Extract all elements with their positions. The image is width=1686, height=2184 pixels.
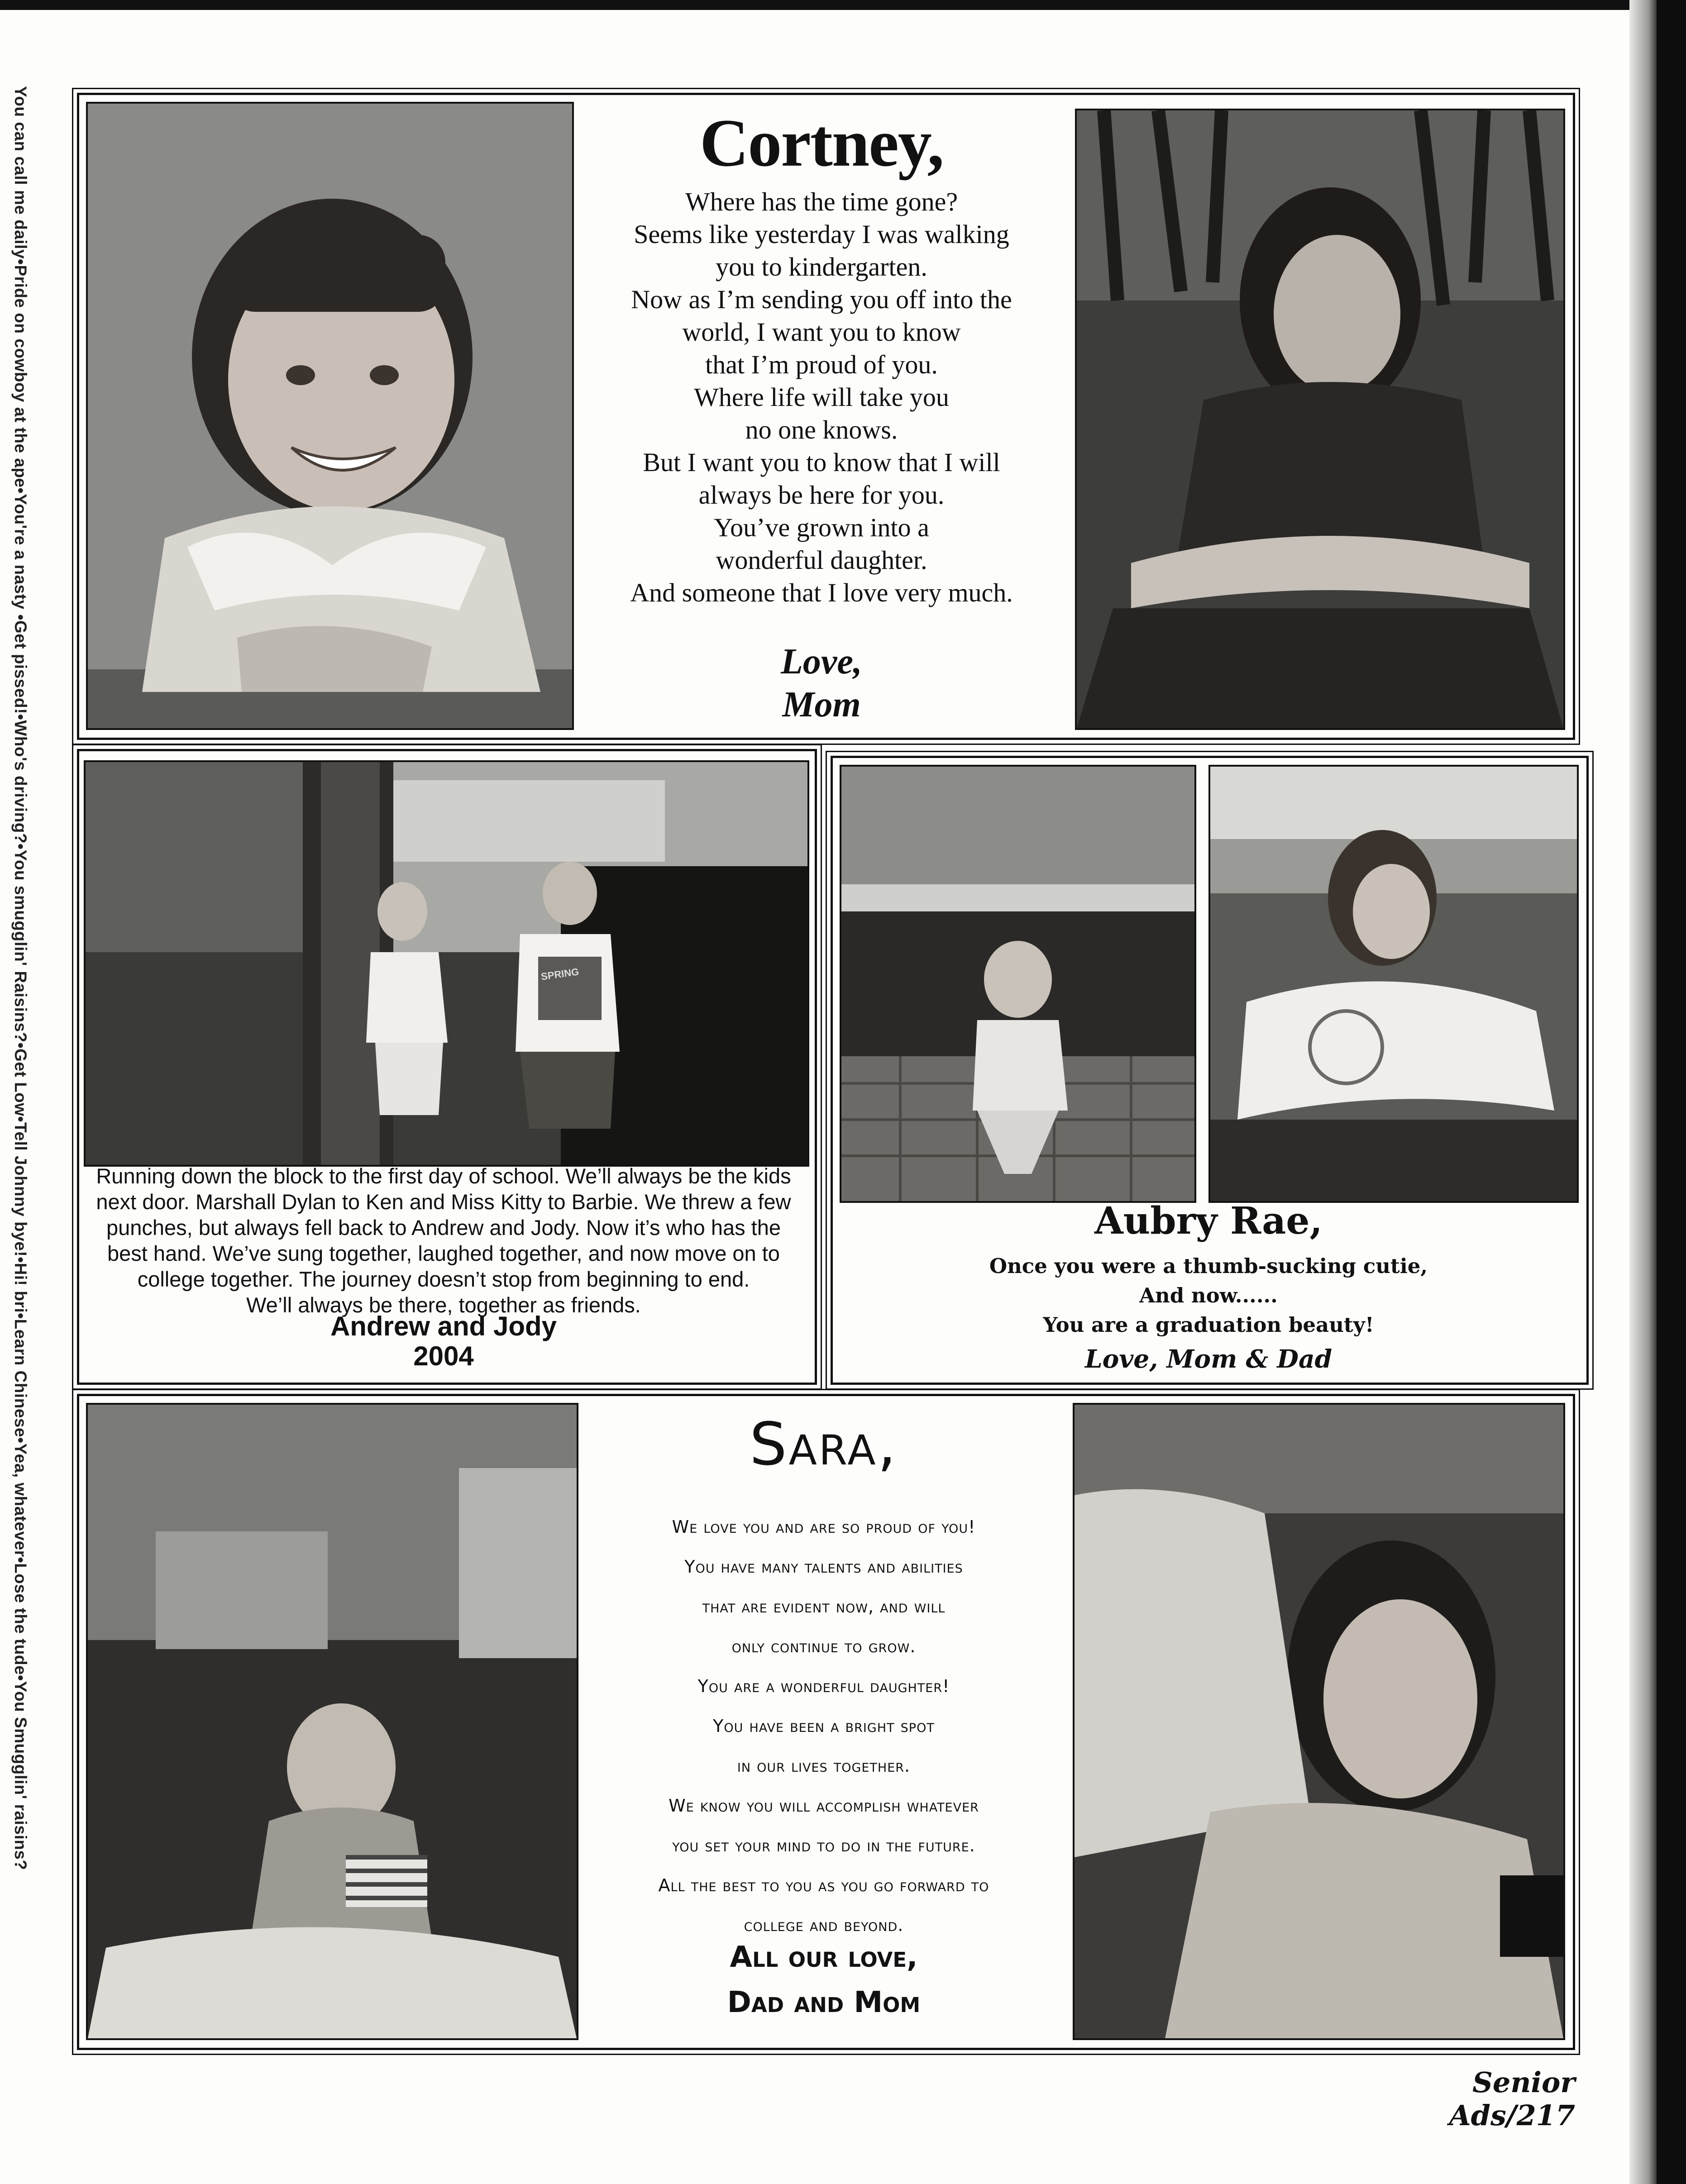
- message-line: Once you were a thumb-sucking cutie,: [989, 1254, 1428, 1278]
- signature-from: Dad and Mom: [727, 1986, 921, 2019]
- sara-poem: [561, 1507, 1086, 1945]
- poem-line: college and beyond.: [744, 1915, 904, 1935]
- poem-line: always be here for you.: [698, 480, 945, 510]
- page-folio: Senior Ads/217: [1449, 2066, 1575, 2132]
- signature-year: 2004: [413, 1341, 474, 1371]
- cortney-toddler-photo: [86, 102, 574, 730]
- signature-love: Love,: [781, 642, 862, 682]
- caption-line: punches, but always fell back to Andrew and Jody. Now it’s who has the: [106, 1216, 781, 1240]
- poem-line: Where life will take you: [694, 382, 949, 412]
- aubry-signature: Love, Mom & Dad: [1084, 1344, 1333, 1373]
- aubry-name-heading: Aubry Rae,: [1094, 1199, 1323, 1243]
- scan-edge-right: [1657, 0, 1686, 2184]
- poem-line: you to kindergarten.: [716, 252, 927, 281]
- scan-edge-top: [0, 0, 1686, 10]
- poem-line: All the best to you as you go forward to: [658, 1875, 989, 1895]
- cortney-name-heading: Cortney,: [699, 105, 944, 181]
- aubry-toddler-photo: [840, 765, 1196, 1203]
- poem-line: wonderful daughter.: [716, 545, 927, 575]
- caption-line: Running down the block to the first day of school. We’ll always be the kids: [96, 1164, 791, 1188]
- poem-line: world, I want you to know: [682, 317, 961, 347]
- poem-line: You’ve grown into a: [714, 513, 929, 542]
- sara-signature: [588, 1935, 1059, 2025]
- cortney-senior-photo: [1075, 109, 1565, 730]
- spine-quotes: You can call me daily•Pride on cowboy at the ape•You're a nasty •Get pissed!•Who's driving?•You smugglin' Raisins?•Get Low•Tell Johnny bye!•Hi! bri•Learn Chinese•Yea, whatever•Lose the tude•You Smugglin' raisins?: [11, 86, 30, 1870]
- caption-line: best hand. We’ve sung together, laughed together, and now move on to: [107, 1241, 780, 1265]
- sara-name-heading: Sara,: [750, 1410, 898, 1478]
- cortney-signature: [575, 640, 1068, 726]
- scan-page-curl: [1629, 0, 1657, 2184]
- poem-line: You have many talents and abilities: [684, 1557, 963, 1577]
- signature-from: Mom: [782, 685, 861, 725]
- sara-baby-photo: [86, 1403, 578, 2040]
- poem-line: in our lives together.: [737, 1756, 911, 1776]
- poem-line: You have been a bright spot: [713, 1716, 935, 1736]
- signature-love: All our love,: [730, 1941, 918, 1974]
- poem-line: Now as I’m sending you off into the: [631, 285, 1012, 314]
- shirt-print-text: SPRING: [540, 966, 580, 982]
- poem-line: We love you and are so proud of you!: [672, 1517, 976, 1537]
- caption-line: next door. Marshall Dylan to Ken and Miss Kitty to Barbie. We threw a few: [96, 1190, 791, 1214]
- andrew-jody-childhood-photo: [84, 760, 809, 1167]
- poem-line: Seems like yesterday I was walking: [634, 219, 1009, 249]
- caption-line: college together. The journey doesn’t stop from beginning to end.: [137, 1267, 750, 1291]
- poem-line: But I want you to know that I will: [643, 448, 1000, 477]
- sara-senior-photo: [1073, 1403, 1565, 2040]
- cortney-poem: [575, 186, 1068, 609]
- poem-line: We know you will accomplish whatever: [669, 1796, 979, 1816]
- poem-line: only continue to grow.: [731, 1636, 916, 1656]
- aubry-message: [831, 1251, 1586, 1340]
- poem-line: You are a wonderful daughter!: [697, 1676, 950, 1696]
- caption-line: We’ll always be there, together as friends.: [246, 1293, 641, 1317]
- poem-line: that are evident now, and will: [702, 1597, 946, 1617]
- poem-line: that I’m proud of you.: [705, 350, 938, 379]
- andrew-jody-signature: [77, 1311, 810, 1371]
- aubry-senior-photo: [1208, 765, 1579, 1203]
- signature-names: Andrew and Jody: [330, 1311, 557, 1341]
- poem-line: no one knows.: [745, 415, 898, 444]
- andrew-jody-caption: [77, 1163, 810, 1318]
- poem-line: you set your mind to do in the future.: [672, 1836, 975, 1855]
- message-line: And now......: [1139, 1283, 1278, 1307]
- spine-margin-text: [9, 86, 31, 1923]
- poem-line: Where has the time gone?: [685, 187, 958, 216]
- message-line: You are a graduation beauty!: [1043, 1313, 1374, 1337]
- poem-line: And someone that I love very much.: [630, 578, 1013, 607]
